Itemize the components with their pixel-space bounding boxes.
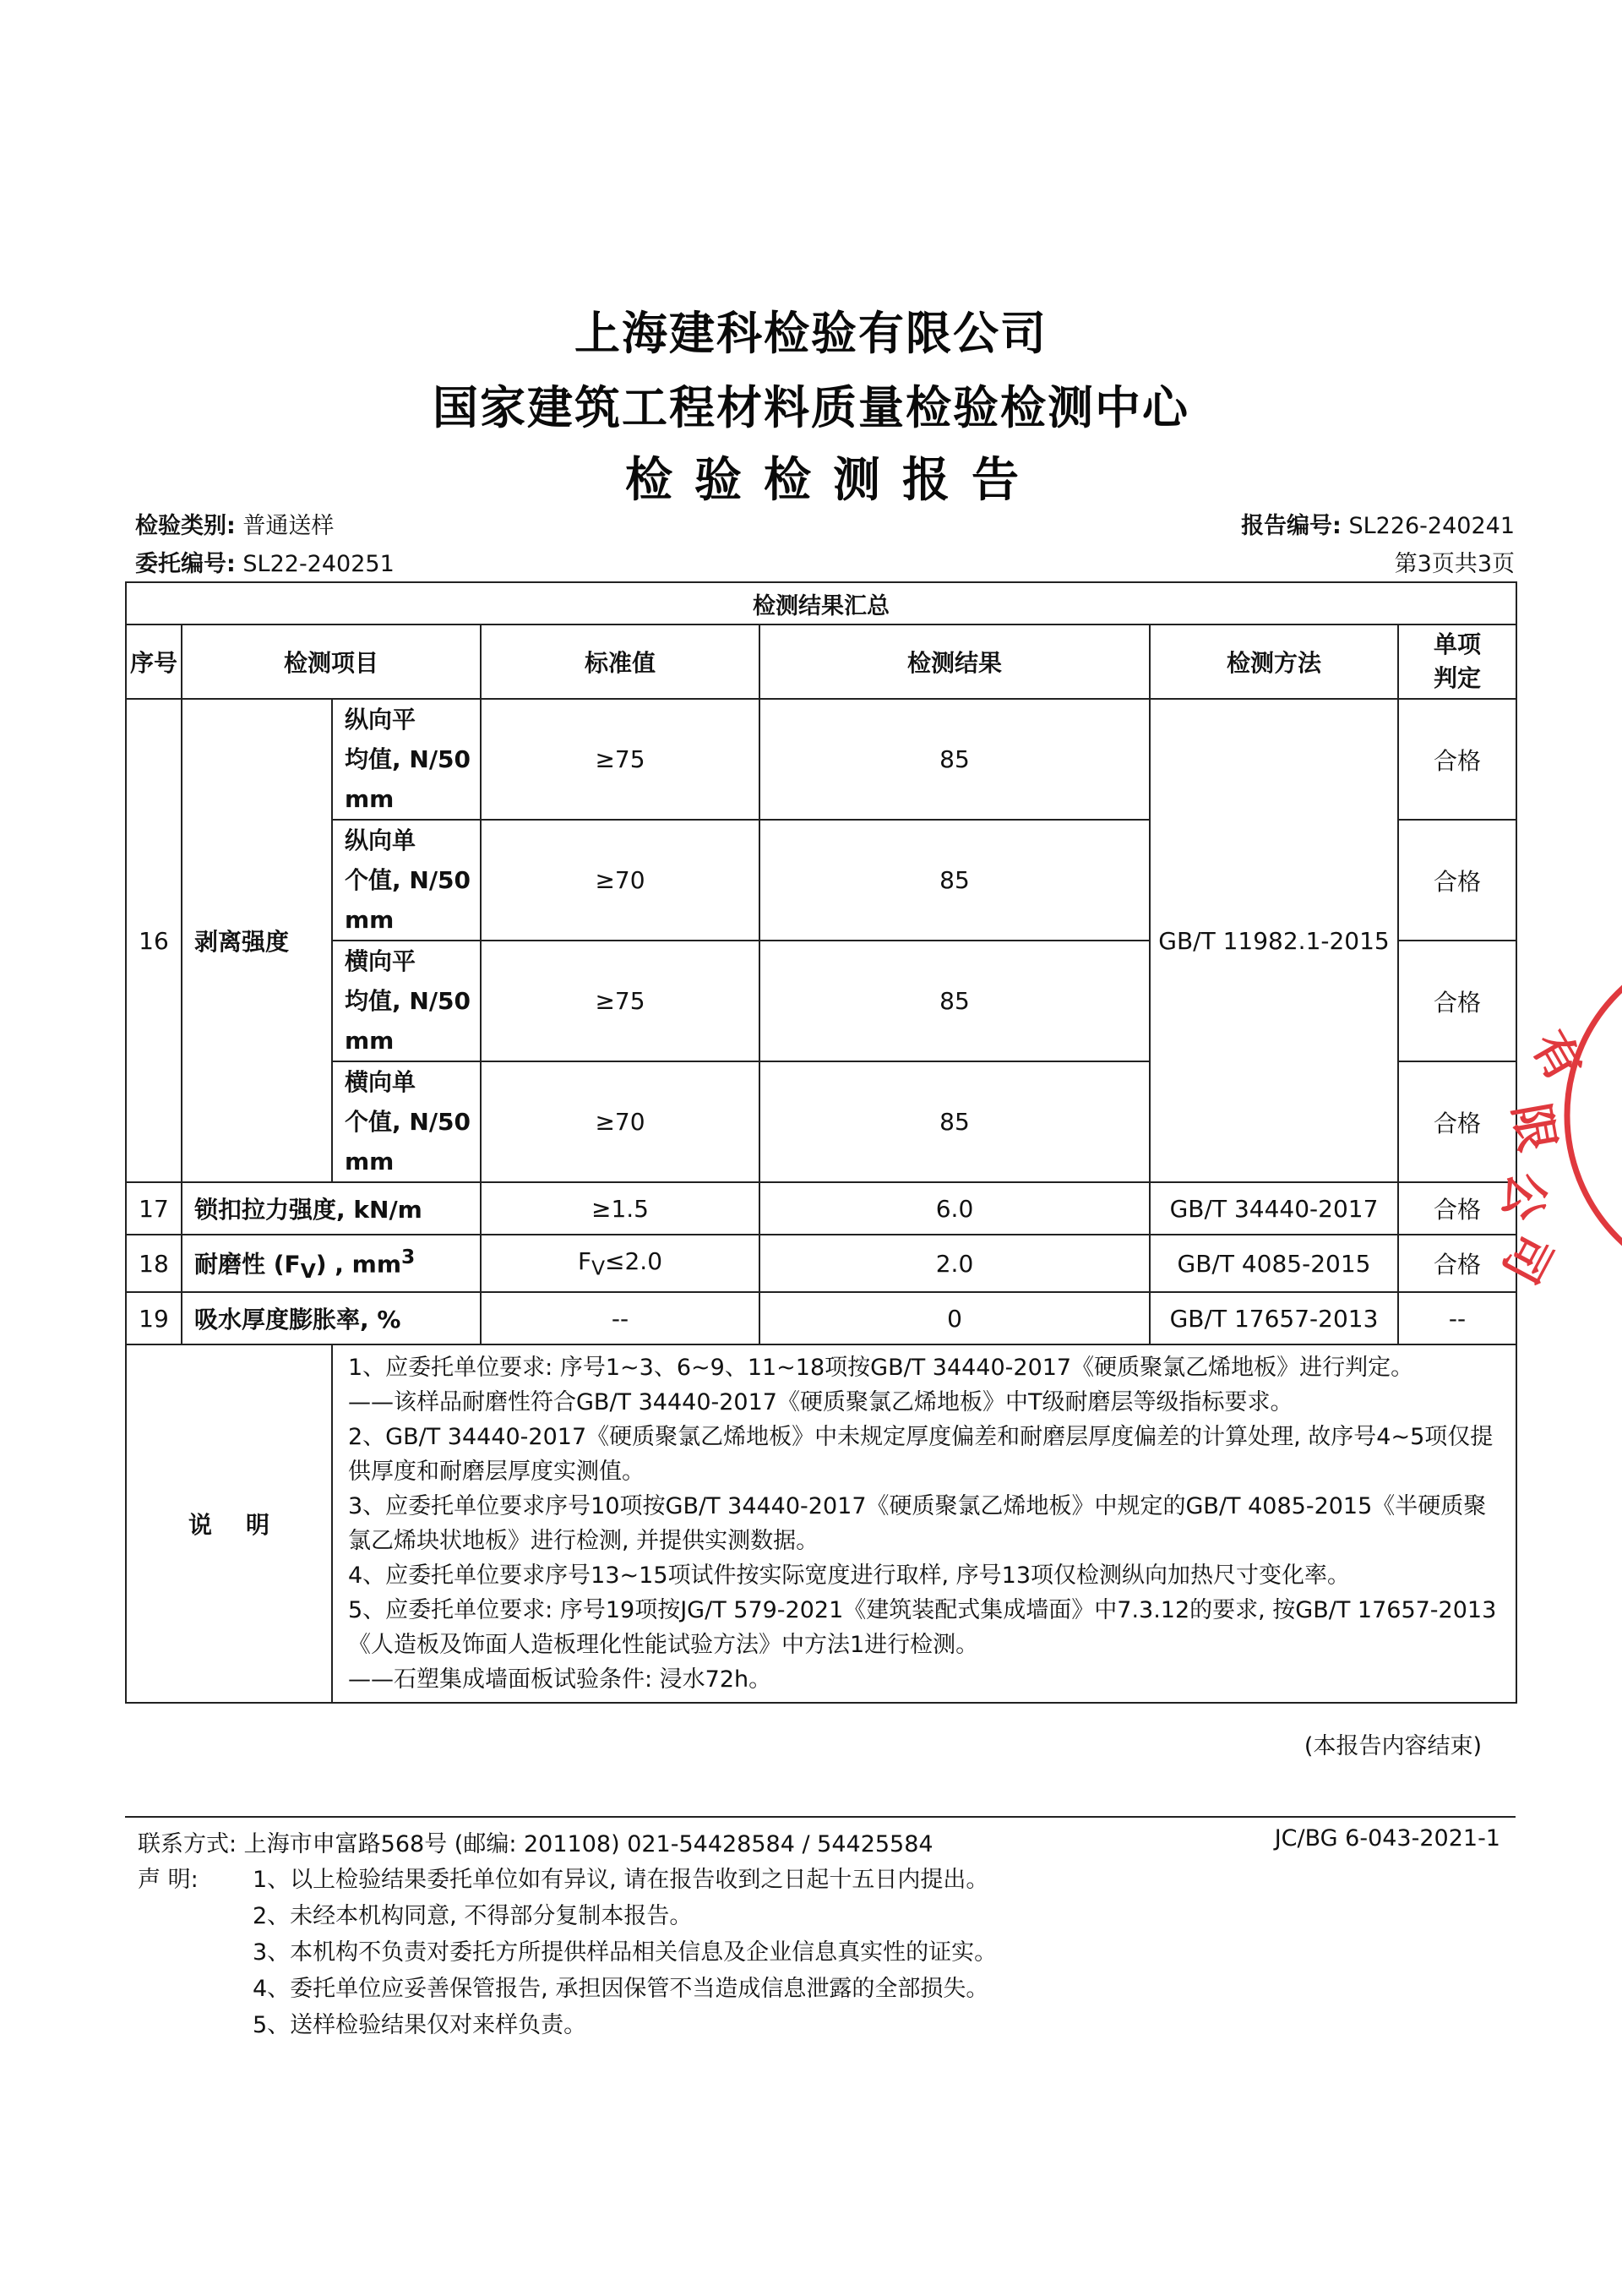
header-judgement-line2: 判定 — [1434, 664, 1482, 692]
end-note: (本报告内容结束) — [1304, 1733, 1482, 1759]
row-item: 剥离强度 — [182, 699, 332, 1182]
sub-item-line: 个值, N/50 — [345, 1108, 471, 1136]
header-standard: 标准值 — [481, 624, 759, 699]
sub-item-line: 均值, N/50 — [345, 987, 471, 1015]
seal-char: 限 — [1502, 1099, 1565, 1156]
sub-item-line: 纵向平 — [345, 706, 416, 734]
row-judgement: -- — [1398, 1292, 1516, 1344]
report-no — [1241, 507, 1515, 540]
footer-contact: 联系方式: 上海市申富路568号 (邮编: 201108) 021-54428584 / 54425584 — [138, 1831, 933, 1857]
row-result: 0 — [759, 1292, 1150, 1344]
declaration-list — [253, 1862, 997, 2043]
row-method: GB/T 34440-2017 — [1150, 1182, 1398, 1235]
sub-item-line: mm — [345, 785, 395, 813]
row-result: 85 — [759, 1061, 1150, 1182]
row-standard — [481, 1235, 759, 1292]
row-standard: ≥75 — [481, 699, 759, 820]
seal-char: 司 — [1491, 1224, 1563, 1292]
table-title: 检测结果汇总 — [126, 582, 1516, 624]
row-item: 吸水厚度膨胀率, % — [182, 1292, 481, 1344]
header-method: 检测方法 — [1150, 624, 1398, 699]
note-line: 2、GB/T 34440-2017《硬质聚氯乙烯地板》中未规定厚度偏差和耐磨层厚度偏差的计算处理, 故序号4~5项仅提供厚度和耐磨层厚度实测值。 — [348, 1424, 1494, 1485]
report-no-label: 报告编号: — [1241, 513, 1342, 539]
sub-item-line: mm — [345, 1148, 395, 1175]
declaration-item: 1、以上检验结果委托单位如有异议, 请在报告收到之日起十五日内提出。 — [253, 1867, 989, 1893]
seal-char: 公 — [1492, 1168, 1555, 1225]
footer-form-code: JC/BG 6-043-2021-1 — [1274, 1825, 1500, 1852]
sub-item — [332, 941, 481, 1061]
row-no: 17 — [126, 1182, 182, 1235]
sub-item-line: 纵向单 — [345, 826, 416, 854]
header-result: 检测结果 — [759, 624, 1150, 699]
row-result: 85 — [759, 699, 1150, 820]
row-judgement: 合格 — [1398, 699, 1516, 820]
row-standard: ≥70 — [481, 1061, 759, 1182]
row-method: GB/T 17657-2013 — [1150, 1292, 1398, 1344]
declaration-item: 4、委托单位应妥善保管报告, 承担因保管不当造成信息泄露的全部损失。 — [253, 1976, 989, 2002]
row-standard: ≥70 — [481, 820, 759, 941]
row-no: 19 — [126, 1292, 182, 1344]
declaration-label: 声 明: — [138, 1867, 199, 1893]
company-title: 上海建科检验有限公司 — [574, 307, 1048, 360]
row-item: 锁扣拉力强度, kN/m — [182, 1182, 481, 1235]
declaration-item: 3、本机构不负责对委托方所提供样品相关信息及企业信息真实性的证实。 — [253, 1939, 998, 1966]
row-judgement: 合格 — [1398, 1235, 1516, 1292]
item-subscript: V — [300, 1258, 316, 1283]
header-no: 序号 — [126, 624, 182, 699]
sub-item-line: mm — [345, 1027, 395, 1055]
header-item: 检测项目 — [182, 624, 481, 699]
table-row — [126, 1182, 1516, 1235]
commission-no-value: SL22-240251 — [242, 551, 395, 577]
inspection-type-label: 检验类别: — [135, 513, 236, 539]
item-text: 耐磨性 (F — [194, 1249, 301, 1278]
row-result: 85 — [759, 941, 1150, 1061]
note-line: 3、应委托单位要求序号10项按GB/T 34440-2017《硬质聚氯乙烯地板》中规定的GB/T 4085-2015《半硬质聚氯乙烯块状地板》进行检测, 并提供实测数据。 — [348, 1493, 1487, 1554]
declaration-item: 2、未经本机构同意, 不得部分复制本报告。 — [253, 1903, 693, 1929]
footer-declarations — [138, 1862, 997, 2043]
seal-char: 有 — [1520, 1022, 1592, 1091]
row-judgement: 合格 — [1398, 1182, 1516, 1235]
note-line: 1、应委托单位要求: 序号1~3、6~9、11~18项按GB/T 34440-2017《硬质聚氯乙烯地板》进行判定。 — [348, 1355, 1414, 1381]
standard-text: F — [577, 1246, 592, 1275]
sub-item-line: 横向平 — [345, 947, 416, 975]
table-row — [126, 1292, 1516, 1344]
sub-item — [332, 699, 481, 820]
sub-item-line: mm — [345, 906, 395, 934]
item-text: ) , mm — [315, 1249, 402, 1278]
declaration-item: 5、送样检验结果仅对来样负责。 — [253, 2012, 587, 2038]
inspection-type-value: 普通送样 — [242, 513, 335, 539]
row-result: 85 — [759, 820, 1150, 941]
seal-ring — [1567, 942, 1622, 1289]
sub-item — [332, 820, 481, 941]
row-item — [182, 1235, 481, 1292]
item-superscript: 3 — [401, 1244, 416, 1268]
header-row — [126, 624, 1516, 699]
note-line: 5、应委托单位要求: 序号19项按JG/T 579-2021《建筑装配式集成墙面》中7.3.12的要求, 按GB/T 17657-2013《人造板及饰面人造板理化性能试验方法》中方法1进行检测。 — [348, 1597, 1497, 1658]
row-standard: ≥1.5 — [481, 1182, 759, 1235]
center-title: 国家建筑工程材料质量检验检测中心 — [433, 381, 1189, 434]
report-type-title: 检验检测报告 — [625, 453, 1041, 508]
note-line: 4、应委托单位要求序号13~15项试件按实际宽度进行取样, 序号13项仅检测纵向加热尺寸变化率。 — [348, 1562, 1351, 1589]
row-judgement: 合格 — [1398, 941, 1516, 1061]
row-no: 16 — [126, 699, 182, 1182]
results-table — [125, 581, 1517, 1704]
notes-content — [332, 1344, 1516, 1703]
commission-no — [135, 545, 395, 578]
header-judgement-line1: 单项 — [1434, 630, 1482, 658]
standard-subscript: V — [591, 1256, 606, 1280]
note-line: ——该样品耐磨性符合GB/T 34440-2017《硬质聚氯乙烯地板》中T级耐磨层等级指标要求。 — [348, 1389, 1293, 1415]
sub-item — [332, 1061, 481, 1182]
footer-divider — [125, 1816, 1516, 1818]
row-no: 18 — [126, 1235, 182, 1292]
sub-item-line: 均值, N/50 — [345, 745, 471, 773]
sub-item-line: 个值, N/50 — [345, 866, 471, 894]
row-standard: -- — [481, 1292, 759, 1344]
row-method: GB/T 4085-2015 — [1150, 1235, 1398, 1292]
table-row — [126, 699, 1516, 820]
row-result: 2.0 — [759, 1235, 1150, 1292]
row-judgement: 合格 — [1398, 820, 1516, 941]
row-result: 6.0 — [759, 1182, 1150, 1235]
report-no-value: SL226-240241 — [1348, 513, 1515, 539]
row-standard: ≥75 — [481, 941, 759, 1061]
inspection-type — [135, 507, 334, 540]
commission-no-label: 委托编号: — [135, 551, 236, 577]
row-method: GB/T 11982.1-2015 — [1150, 699, 1398, 1182]
table-row — [126, 1235, 1516, 1292]
row-judgement: 合格 — [1398, 1061, 1516, 1182]
note-line: ——石塑集成墙面板试验条件: 浸水72h。 — [348, 1666, 772, 1693]
page-info: 第3页共3页 — [1394, 551, 1515, 577]
sub-item-line: 横向单 — [345, 1068, 416, 1096]
header-judgement — [1398, 624, 1516, 699]
notes-label: 说明 — [126, 1344, 332, 1703]
notes-row — [126, 1344, 1516, 1703]
standard-text: ≤2.0 — [605, 1246, 663, 1275]
